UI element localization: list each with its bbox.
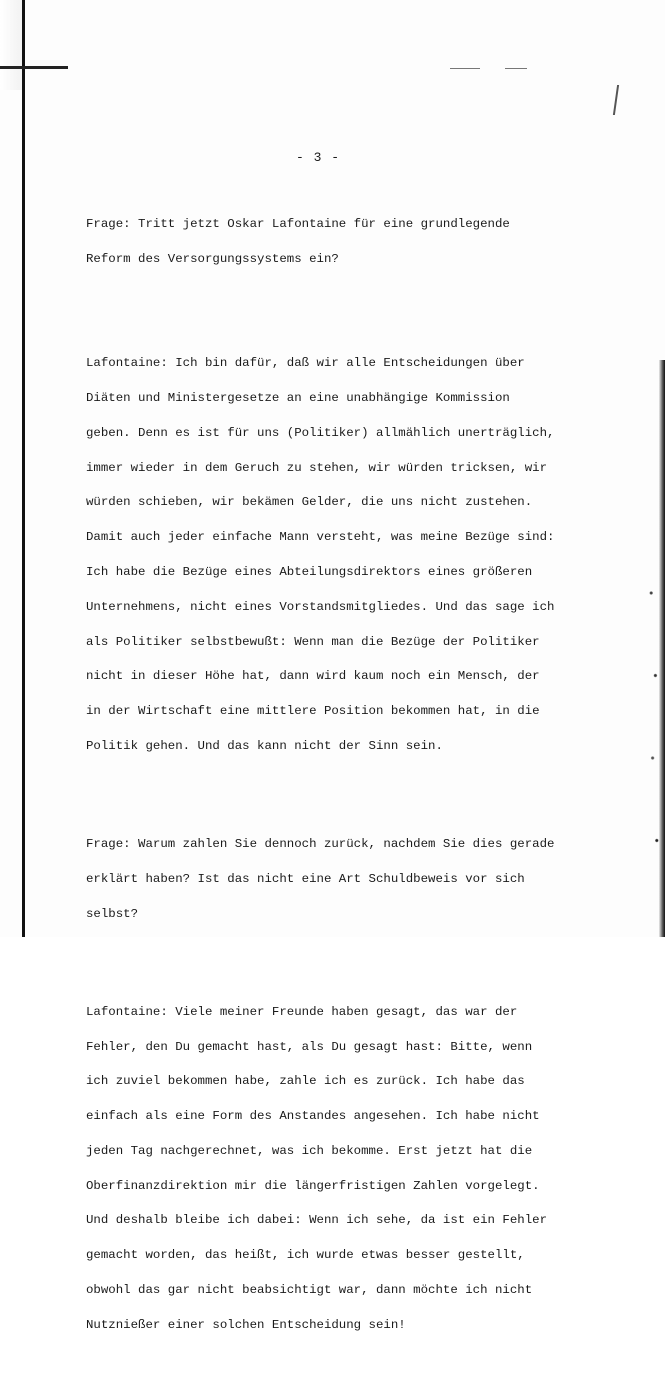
text-line: Frage: Warum zahlen Sie dennoch zurück, nachdem Sie dies gerade (86, 837, 555, 852)
scan-corner-mark (613, 85, 625, 115)
text-line: Lafontaine: Ich bin dafür, daß wir alle Entscheidungen über (86, 356, 525, 371)
text-line: Oberfinanzdirektion mir die längerfristigen Zahlen vorgelegt. (86, 1178, 540, 1193)
text-line: Und deshalb bleibe ich dabei: Wenn ich sehe, da ist ein Fehler (86, 1213, 548, 1228)
text-line: Frage: Tritt jetzt Oskar Lafontaine für eine grundlegende (86, 217, 510, 232)
text-line: Diäten und Ministergesetze an eine unabhängige Kommission (86, 391, 510, 406)
text-line: Ich habe die Bezüge eines Abteilungsdirektors eines größeren (86, 565, 533, 579)
text-line: ich zuviel bekommen habe, zahle ich es zurück. Ich habe das (86, 1074, 525, 1089)
text-line: Lafontaine: Viele meiner Freunde haben gesagt, das war der (86, 1004, 518, 1019)
answer-paragraph (86, 984, 556, 1355)
text-line: Fehler, den Du gemacht hast, als Du gesagt hast: Bitte, wenn (86, 1039, 533, 1054)
text-line: Reform des Versorgungssystems ein? (86, 252, 339, 267)
scan-left-border (22, 0, 25, 937)
interview-text (86, 173, 556, 1378)
text-line: obwohl das gar nicht beabsichtigt war, dann möchte ich nicht (86, 1283, 533, 1298)
text-line: nicht in dieser Höhe hat, dann wird kaum noch ein Mensch, der (86, 669, 540, 684)
scan-edge-shadow (0, 0, 22, 90)
text-line: in der Wirtschaft eine mittlere Position bekommen hat, in die (86, 704, 540, 719)
text-line: würden schieben, wir bekämen Gelder, die uns nicht zustehen. (86, 495, 533, 510)
question-paragraph (86, 816, 556, 944)
text-line: immer wieder in dem Geruch zu stehen, wir würden tricksen, wir (86, 460, 548, 475)
text-line: geben. Denn es ist für uns (Politiker) allmählich unerträglich, (86, 425, 555, 440)
text-line: Damit auch jeder einfache Mann versteht, was meine Bezüge sind: (86, 530, 555, 545)
question-paragraph (86, 196, 556, 289)
text-line: jeden Tag nachgerechnet, was ich bekomme. Erst jetzt hat die (86, 1143, 533, 1158)
scan-dash-mark (505, 68, 527, 69)
text-line: als Politiker selbstbewußt: Wenn man die Bezüge der Politiker (86, 634, 540, 649)
scan-dash-mark (450, 68, 480, 69)
text-line: einfach als eine Form des Anstandes angesehen. Ich habe nicht (86, 1109, 540, 1124)
answer-paragraph (86, 335, 556, 776)
text-line: Unternehmens, nicht eines Vorstandsmitgliedes. Und das sage ich (86, 599, 555, 614)
scan-specks (647, 560, 661, 890)
text-line: Nutznießer einer solchen Entscheidung sein! (86, 1317, 406, 1332)
scan-top-mark (0, 66, 68, 69)
text-line: Politik gehen. Und das kann nicht der Sinn sein. (86, 738, 443, 753)
page-number: - 3 - (296, 150, 341, 165)
text-line: erklärt haben? Ist das nicht eine Art Schuldbeweis vor sich (86, 871, 525, 886)
text-line: selbst? (86, 906, 139, 921)
text-line: gemacht worden, das heißt, ich wurde etwas besser gestellt, (86, 1248, 525, 1263)
